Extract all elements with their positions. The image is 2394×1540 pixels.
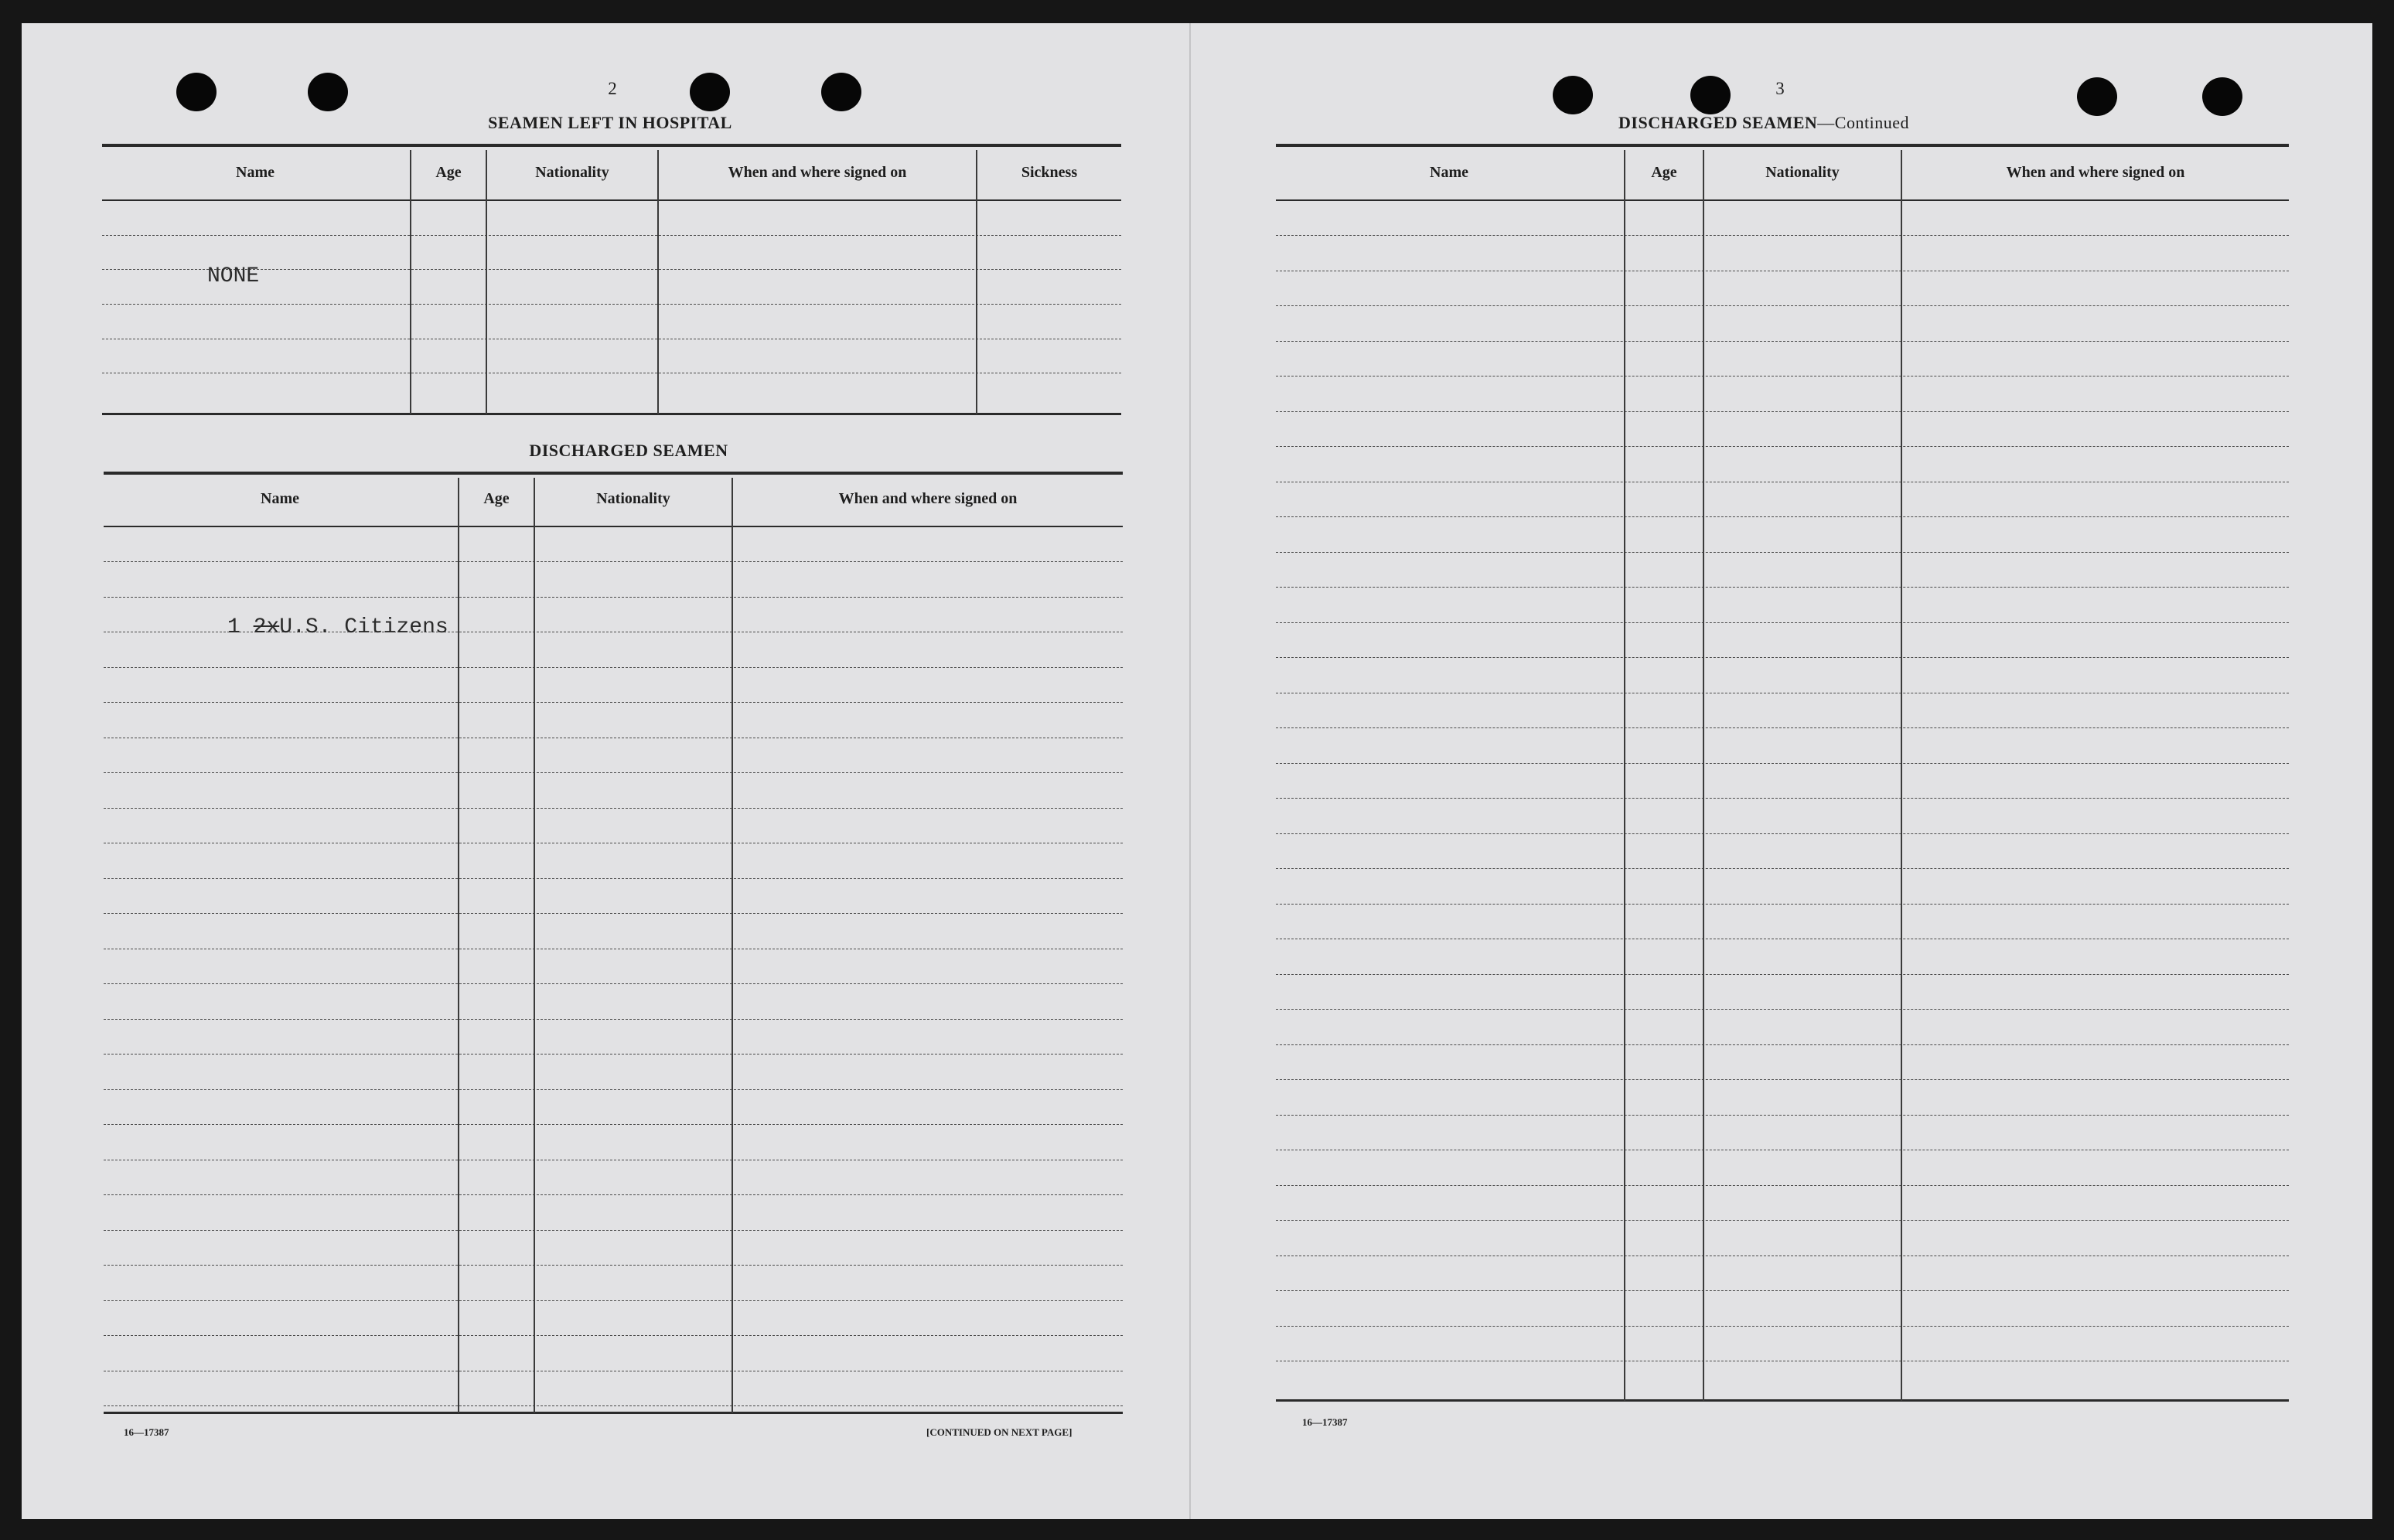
- row-rule: [1276, 833, 2289, 834]
- row-rule: [1276, 1185, 2289, 1186]
- header-rule: [104, 526, 1123, 527]
- row-rule: [1276, 1290, 2289, 1291]
- discharged-table-left: [104, 472, 1123, 1416]
- row-rule: [1276, 904, 2289, 905]
- row-rule: [1276, 1079, 2289, 1080]
- row-rule: [104, 1405, 1123, 1406]
- column-divider: [732, 478, 733, 1413]
- discharged-section-title-left: DISCHARGED SEAMEN: [529, 441, 728, 460]
- header-rule: [102, 199, 1121, 201]
- row-rule: [1276, 727, 2289, 728]
- row-rule: [104, 667, 1123, 668]
- col-header-signed-on: When and where signed on: [728, 164, 907, 181]
- row-rule: [102, 304, 1121, 305]
- row-rule: [104, 1124, 1123, 1125]
- column-divider: [1624, 150, 1625, 1401]
- table-bottom-rule: [1276, 1399, 2289, 1402]
- column-divider: [534, 478, 535, 1413]
- col-header-age: Age: [435, 164, 462, 181]
- hospital-entry: NONE: [207, 264, 260, 288]
- col-header-nationality: Nationality: [596, 490, 670, 507]
- struck-text: 2x: [253, 615, 280, 639]
- row-rule: [104, 702, 1123, 703]
- row-rule: [104, 772, 1123, 773]
- punch-hole: [1553, 76, 1593, 114]
- hospital-table: [102, 144, 1121, 418]
- column-divider: [1703, 150, 1704, 1401]
- table-bottom-rule: [104, 1412, 1123, 1414]
- row-rule: [1276, 305, 2289, 306]
- row-rule: [104, 561, 1123, 562]
- row-rule: [1276, 1220, 2289, 1221]
- discharged-count: 1: [227, 615, 240, 639]
- table-top-rule: [102, 144, 1121, 147]
- col-header-signed-on: When and where signed on: [838, 490, 1018, 507]
- column-divider: [486, 150, 487, 414]
- row-rule: [1276, 235, 2289, 236]
- col-header-nationality: Nationality: [535, 164, 609, 181]
- row-rule: [1276, 587, 2289, 588]
- row-rule: [104, 597, 1123, 598]
- header-rule: [1276, 199, 2289, 201]
- row-rule: [1276, 622, 2289, 623]
- col-header-age: Age: [483, 490, 510, 507]
- row-rule: [104, 1194, 1123, 1195]
- continued-note: [CONTINUED ON NEXT PAGE]: [926, 1426, 1073, 1438]
- punch-hole: [2202, 77, 2242, 116]
- section-title-text: DISCHARGED SEAMEN: [1618, 113, 1818, 132]
- row-rule: [104, 1230, 1123, 1231]
- row-rule: [104, 913, 1123, 914]
- form-number-right: 16—17387: [1302, 1416, 1348, 1428]
- row-rule: [1276, 1115, 2289, 1116]
- discharged-section-title-right: [1276, 113, 2252, 133]
- row-rule: [1276, 341, 2289, 342]
- col-header-name: Name: [1430, 164, 1468, 181]
- column-divider: [657, 150, 659, 414]
- table-top-rule: [104, 472, 1123, 475]
- punch-hole: [176, 73, 217, 111]
- table-bottom-rule: [102, 413, 1121, 415]
- column-divider: [410, 150, 411, 414]
- col-header-age: Age: [1651, 164, 1677, 181]
- column-divider: [458, 478, 459, 1413]
- row-rule: [1276, 1326, 2289, 1327]
- row-rule: [1276, 798, 2289, 799]
- col-header-name: Name: [236, 164, 275, 181]
- row-rule: [1276, 552, 2289, 553]
- punch-hole: [821, 73, 861, 111]
- discharged-table-right: [1276, 144, 2289, 1408]
- col-header-nationality: Nationality: [1765, 164, 1840, 181]
- row-rule: [104, 983, 1123, 984]
- row-rule: [1276, 974, 2289, 975]
- page-number-left: 2: [608, 79, 617, 98]
- punch-hole: [1690, 76, 1731, 114]
- row-rule: [1276, 516, 2289, 517]
- row-rule: [1276, 411, 2289, 412]
- col-header-sickness: Sickness: [1021, 164, 1078, 181]
- column-divider: [1901, 150, 1902, 1401]
- row-rule: [1276, 657, 2289, 658]
- page-number-right: 3: [1775, 79, 1785, 98]
- row-rule: [104, 1335, 1123, 1336]
- row-rule: [104, 808, 1123, 809]
- row-rule: [104, 878, 1123, 879]
- table-top-rule: [1276, 144, 2289, 147]
- discharged-entry: [227, 615, 448, 639]
- discharged-nationality-note: U.S. Citizens: [279, 615, 448, 639]
- row-rule: [104, 1019, 1123, 1020]
- punch-hole: [690, 73, 730, 111]
- row-rule: [104, 1089, 1123, 1090]
- punch-hole: [2077, 77, 2117, 116]
- row-rule: [1276, 446, 2289, 447]
- hospital-section-title: SEAMEN LEFT IN HOSPITAL: [488, 113, 732, 132]
- row-rule: [102, 235, 1121, 236]
- column-divider: [976, 150, 977, 414]
- col-header-name: Name: [261, 490, 299, 507]
- section-title-suffix: —Continued: [1817, 113, 1909, 132]
- page-fold: [1189, 23, 1191, 1519]
- col-header-signed-on: When and where signed on: [2006, 164, 2185, 181]
- punch-hole: [308, 73, 348, 111]
- row-rule: [104, 1300, 1123, 1301]
- row-rule: [1276, 868, 2289, 869]
- form-number-left: 16—17387: [124, 1426, 169, 1438]
- row-rule: [104, 1265, 1123, 1266]
- row-rule: [1276, 1009, 2289, 1010]
- row-rule: [1276, 763, 2289, 764]
- row-rule: [1276, 1044, 2289, 1045]
